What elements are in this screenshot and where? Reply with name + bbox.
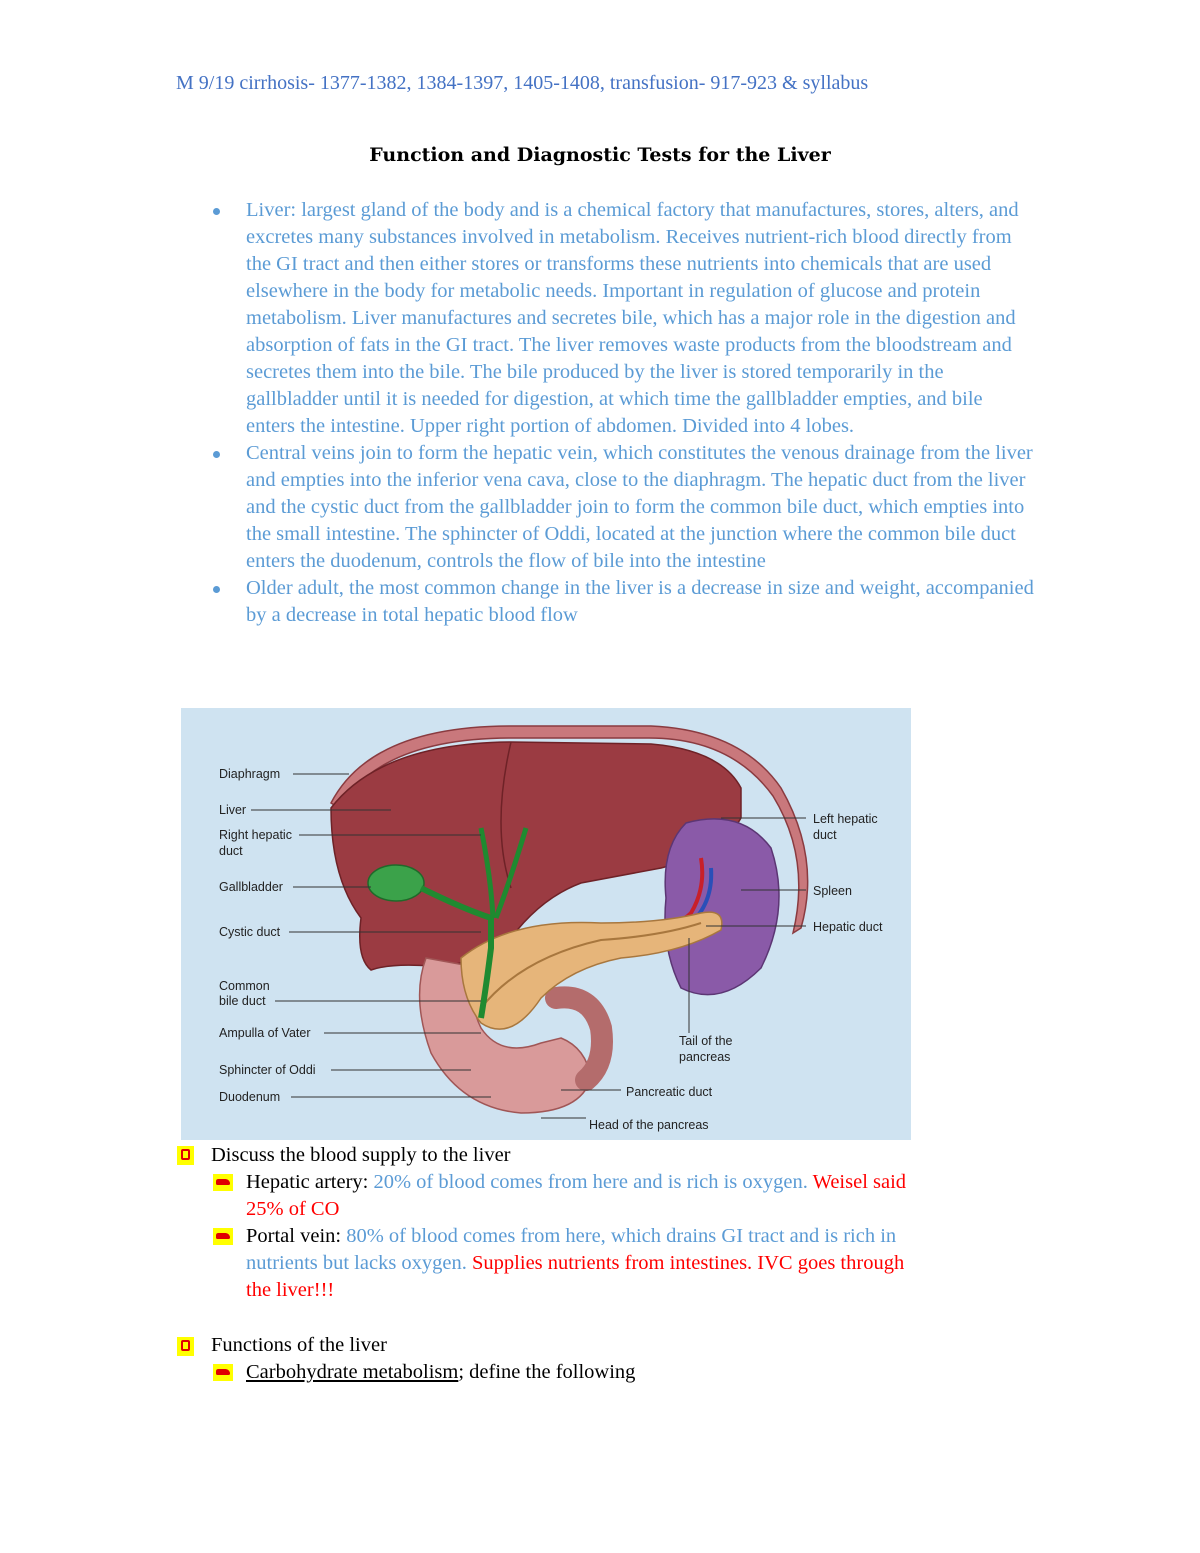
portal-vein-note: the liver!!!	[246, 1279, 335, 1301]
level2-bullet-icon	[213, 1228, 233, 1245]
carbohydrate-metabolism-line: Carbohydrate metabolism; define the following	[246, 1361, 636, 1383]
bullet-dot-icon	[213, 208, 220, 215]
liver-anatomy-figure	[181, 708, 911, 1140]
label-diaphragm: Diaphragm	[219, 767, 281, 781]
label-spleen: Spleen	[813, 884, 852, 898]
label-pancreatic-duct: Pancreatic duct	[626, 1085, 713, 1099]
hepatic-artery-note: 25% of CO	[246, 1198, 340, 1220]
label-right-hepatic-duct-1: Right hepatic	[219, 828, 292, 842]
label-liver: Liver	[219, 803, 247, 817]
level2-bullet-icon	[213, 1174, 233, 1191]
label-ampulla-of-vater: Ampulla of Vater	[219, 1026, 311, 1040]
label-duodenum: Duodenum	[219, 1090, 281, 1104]
portal-vein-line-2: nutrients but lacks oxygen. Supplies nutrients from intestines. IVC goes through	[246, 1252, 905, 1274]
label-common-bile-duct-1: Common	[219, 979, 270, 993]
functions-heading: Functions of the liver	[211, 1334, 387, 1356]
hepatic-artery-line: Hepatic artery: 20% of blood comes from here and is rich is oxygen. Weisel said	[246, 1171, 907, 1193]
spleen-shape	[665, 819, 779, 995]
label-hepatic-duct: Hepatic duct	[813, 920, 883, 934]
level1-bullet-icon	[177, 1337, 194, 1356]
label-left-hepatic-duct-2: duct	[813, 828, 837, 842]
label-left-hepatic-duct-1: Left hepatic	[813, 812, 878, 826]
blood-supply-heading: Discuss the blood supply to the liver	[211, 1144, 511, 1166]
bullet-liver-overview: Liver: largest gland of the body and is a chemical factory that manufactures, stores, alters, and excretes many substances involved in metabolism. Receives nutrient-rich blood directly from the GI tract and then either stores or transforms these nutrients into chemicals that are used elsewhere in the body for metabolic needs. Important in regulation of glucose and protein metabolism. Liver manufactures and secretes bile, which has a major role in the digestion and absorption of fats in the GI tract. The liver removes waste products from the bloodstream and secretes them into the bile. The bile produced by the liver is stored temporarily in the gallbladder until it is needed for digestion, at which time the gallbladder empties, and bile enters the intestine. Upper right portion of abdomen. Divided into 4 lobes.	[246, 197, 1036, 440]
level2-bullet-icon	[213, 1364, 233, 1381]
liver-anatomy-drawing	[181, 708, 911, 1140]
reading-assignment-header: M 9/19 cirrhosis- 1377-1382, 1384-1397, 1405-1408, transfusion- 917-923 & syllabus	[176, 72, 869, 94]
bullet-dot-icon	[213, 586, 220, 593]
label-common-bile-duct-2: bile duct	[219, 994, 266, 1008]
liver-bullet-list	[246, 197, 1036, 629]
bullet-dot-icon	[213, 451, 220, 458]
page-title: Function and Diagnostic Tests for the Liver	[369, 144, 831, 166]
label-right-hepatic-duct-2: duct	[219, 844, 243, 858]
level1-bullet-icon	[177, 1146, 194, 1165]
label-head-of-pancreas: Head of the pancreas	[589, 1118, 709, 1132]
label-sphincter-of-oddi: Sphincter of Oddi	[219, 1063, 316, 1077]
label-tail-of-pancreas-1: Tail of the	[679, 1034, 733, 1048]
bullet-hepatic-vein: Central veins join to form the hepatic vein, which constitutes the venous drainage from the liver and empties into the inferior vena cava, close to the diaphragm. The hepatic duct from the liver and the cystic duct from the gallbladder join to form the common bile duct, which empties into the small intestine. The sphincter of Oddi, located at the junction where the common bile duct enters the duodenum, controls the flow of bile into the intestine	[246, 440, 1036, 575]
gallbladder-shape	[368, 865, 424, 901]
label-tail-of-pancreas-2: pancreas	[679, 1050, 731, 1064]
label-gallbladder: Gallbladder	[219, 880, 283, 894]
bullet-older-adult: Older adult, the most common change in the liver is a decrease in size and weight, accompanied by a decrease in total hepatic blood flow	[246, 575, 1036, 629]
portal-vein-line: Portal vein: 80% of blood comes from here, which drains GI tract and is rich in	[246, 1225, 897, 1247]
label-cystic-duct: Cystic duct	[219, 925, 281, 939]
